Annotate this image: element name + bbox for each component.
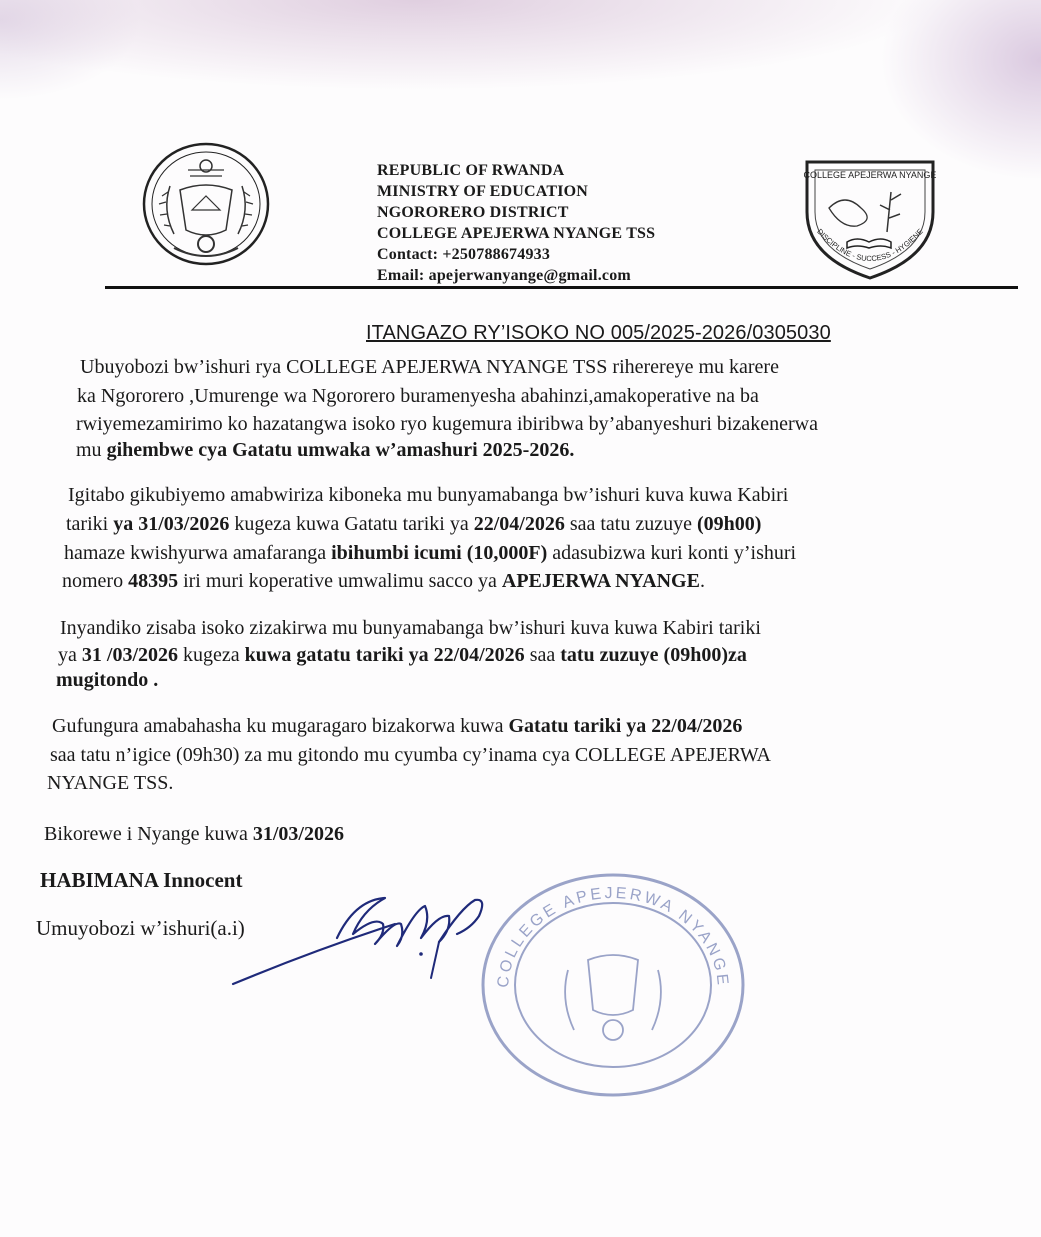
header-contact: Contact: +250788674933 — [377, 246, 551, 263]
p1-line-3: rwiyemezamirimo ko hazatangwa isoko ryo kugemura ibiribwa by’abanyeshuri bizakenerwa — [76, 413, 818, 435]
header-divider — [105, 286, 1018, 289]
letterhead — [377, 160, 655, 286]
school-motto-text: DISCIPLINE - SUCCESS - HYGIENE — [815, 226, 925, 264]
stamp-text: COLLEGE APEJERWA NYANGE — [494, 884, 732, 989]
p2-line-1: Igitabo gikubiyemo amabwiriza kiboneka mu bunyamabanga bw’ishuri kuva kuwa Kabiri — [68, 484, 789, 506]
rwanda-coat-of-arms-emblem — [140, 140, 272, 270]
p2-line-3: hamaze kwishyurwa amafaranga ibihumbi icumi (10,000F) adasubizwa kuri konti y’ishuri — [64, 542, 797, 564]
handwritten-signature — [225, 880, 505, 990]
p4-line-2: saa tatu n’igice (09h30) za mu gitondo mu cyumba cy’inama cya COLLEGE APEJERWA — [50, 744, 771, 766]
p1-line-4: mu gihembwe cya Gatatu umwaka w’amashuri 2025-2026. — [76, 439, 575, 461]
p2-line-4: nomero 48395 iri muri koperative umwalimu sacco ya APEJERWA NYANGE. — [62, 570, 705, 592]
header-district: NGORORERO DISTRICT — [377, 204, 569, 221]
signatory-role: Umuyobozi w’ishuri(a.i) — [36, 916, 245, 940]
official-stamp-seal — [478, 870, 748, 1100]
p3-line-3: mugitondo . — [56, 669, 159, 691]
p3-line-1: Inyandiko zisaba isoko zizakirwa mu bunyamabanga bw’ishuri kuva kuwa Kabiri tariki — [60, 617, 761, 639]
school-logo-shield — [795, 152, 945, 284]
school-logo-name-text: COLLEGE APEJERWA NYANGE — [803, 170, 937, 180]
place-and-date: Bikorewe i Nyange kuwa 31/03/2026 — [44, 823, 344, 845]
header-ministry: MINISTRY OF EDUCATION — [377, 183, 589, 200]
signatory-name: HABIMANA Innocent — [40, 868, 243, 892]
header-republic: REPUBLIC OF RWANDA — [377, 162, 565, 179]
header-school: COLLEGE APEJERWA NYANGE TSS — [377, 225, 656, 242]
p1-line-1: Ubuyobozi bw’ishuri rya COLLEGE APEJERWA NYANGE TSS riherereye mu karere — [80, 356, 779, 378]
p4-line-1: Gufungura amabahasha ku mugaragaro bizakorwa kuwa Gatatu tariki ya 22/04/2026 — [52, 715, 743, 737]
p1-line-2: ka Ngororero ,Umurenge wa Ngororero buramenyesha abahinzi,amakoperative na ba — [77, 385, 759, 407]
p2-line-2: tariki ya 31/03/2026 kugeza kuwa Gatatu tariki ya 22/04/2026 saa tatu zuzuye (09h00) — [66, 513, 762, 535]
header-email: Email: apejerwanyange@gmail.com — [377, 267, 631, 284]
p4-line-3: NYANGE TSS. — [47, 772, 174, 794]
p3-line-2: ya 31 /03/2026 kugeza kuwa gatatu tariki ya 22/04/2026 saa tatu zuzuye (09h00)za — [58, 644, 747, 666]
notice-title: ITANGAZO RY’ISOKO NO 005/2025-2026/0305030 — [366, 322, 831, 344]
